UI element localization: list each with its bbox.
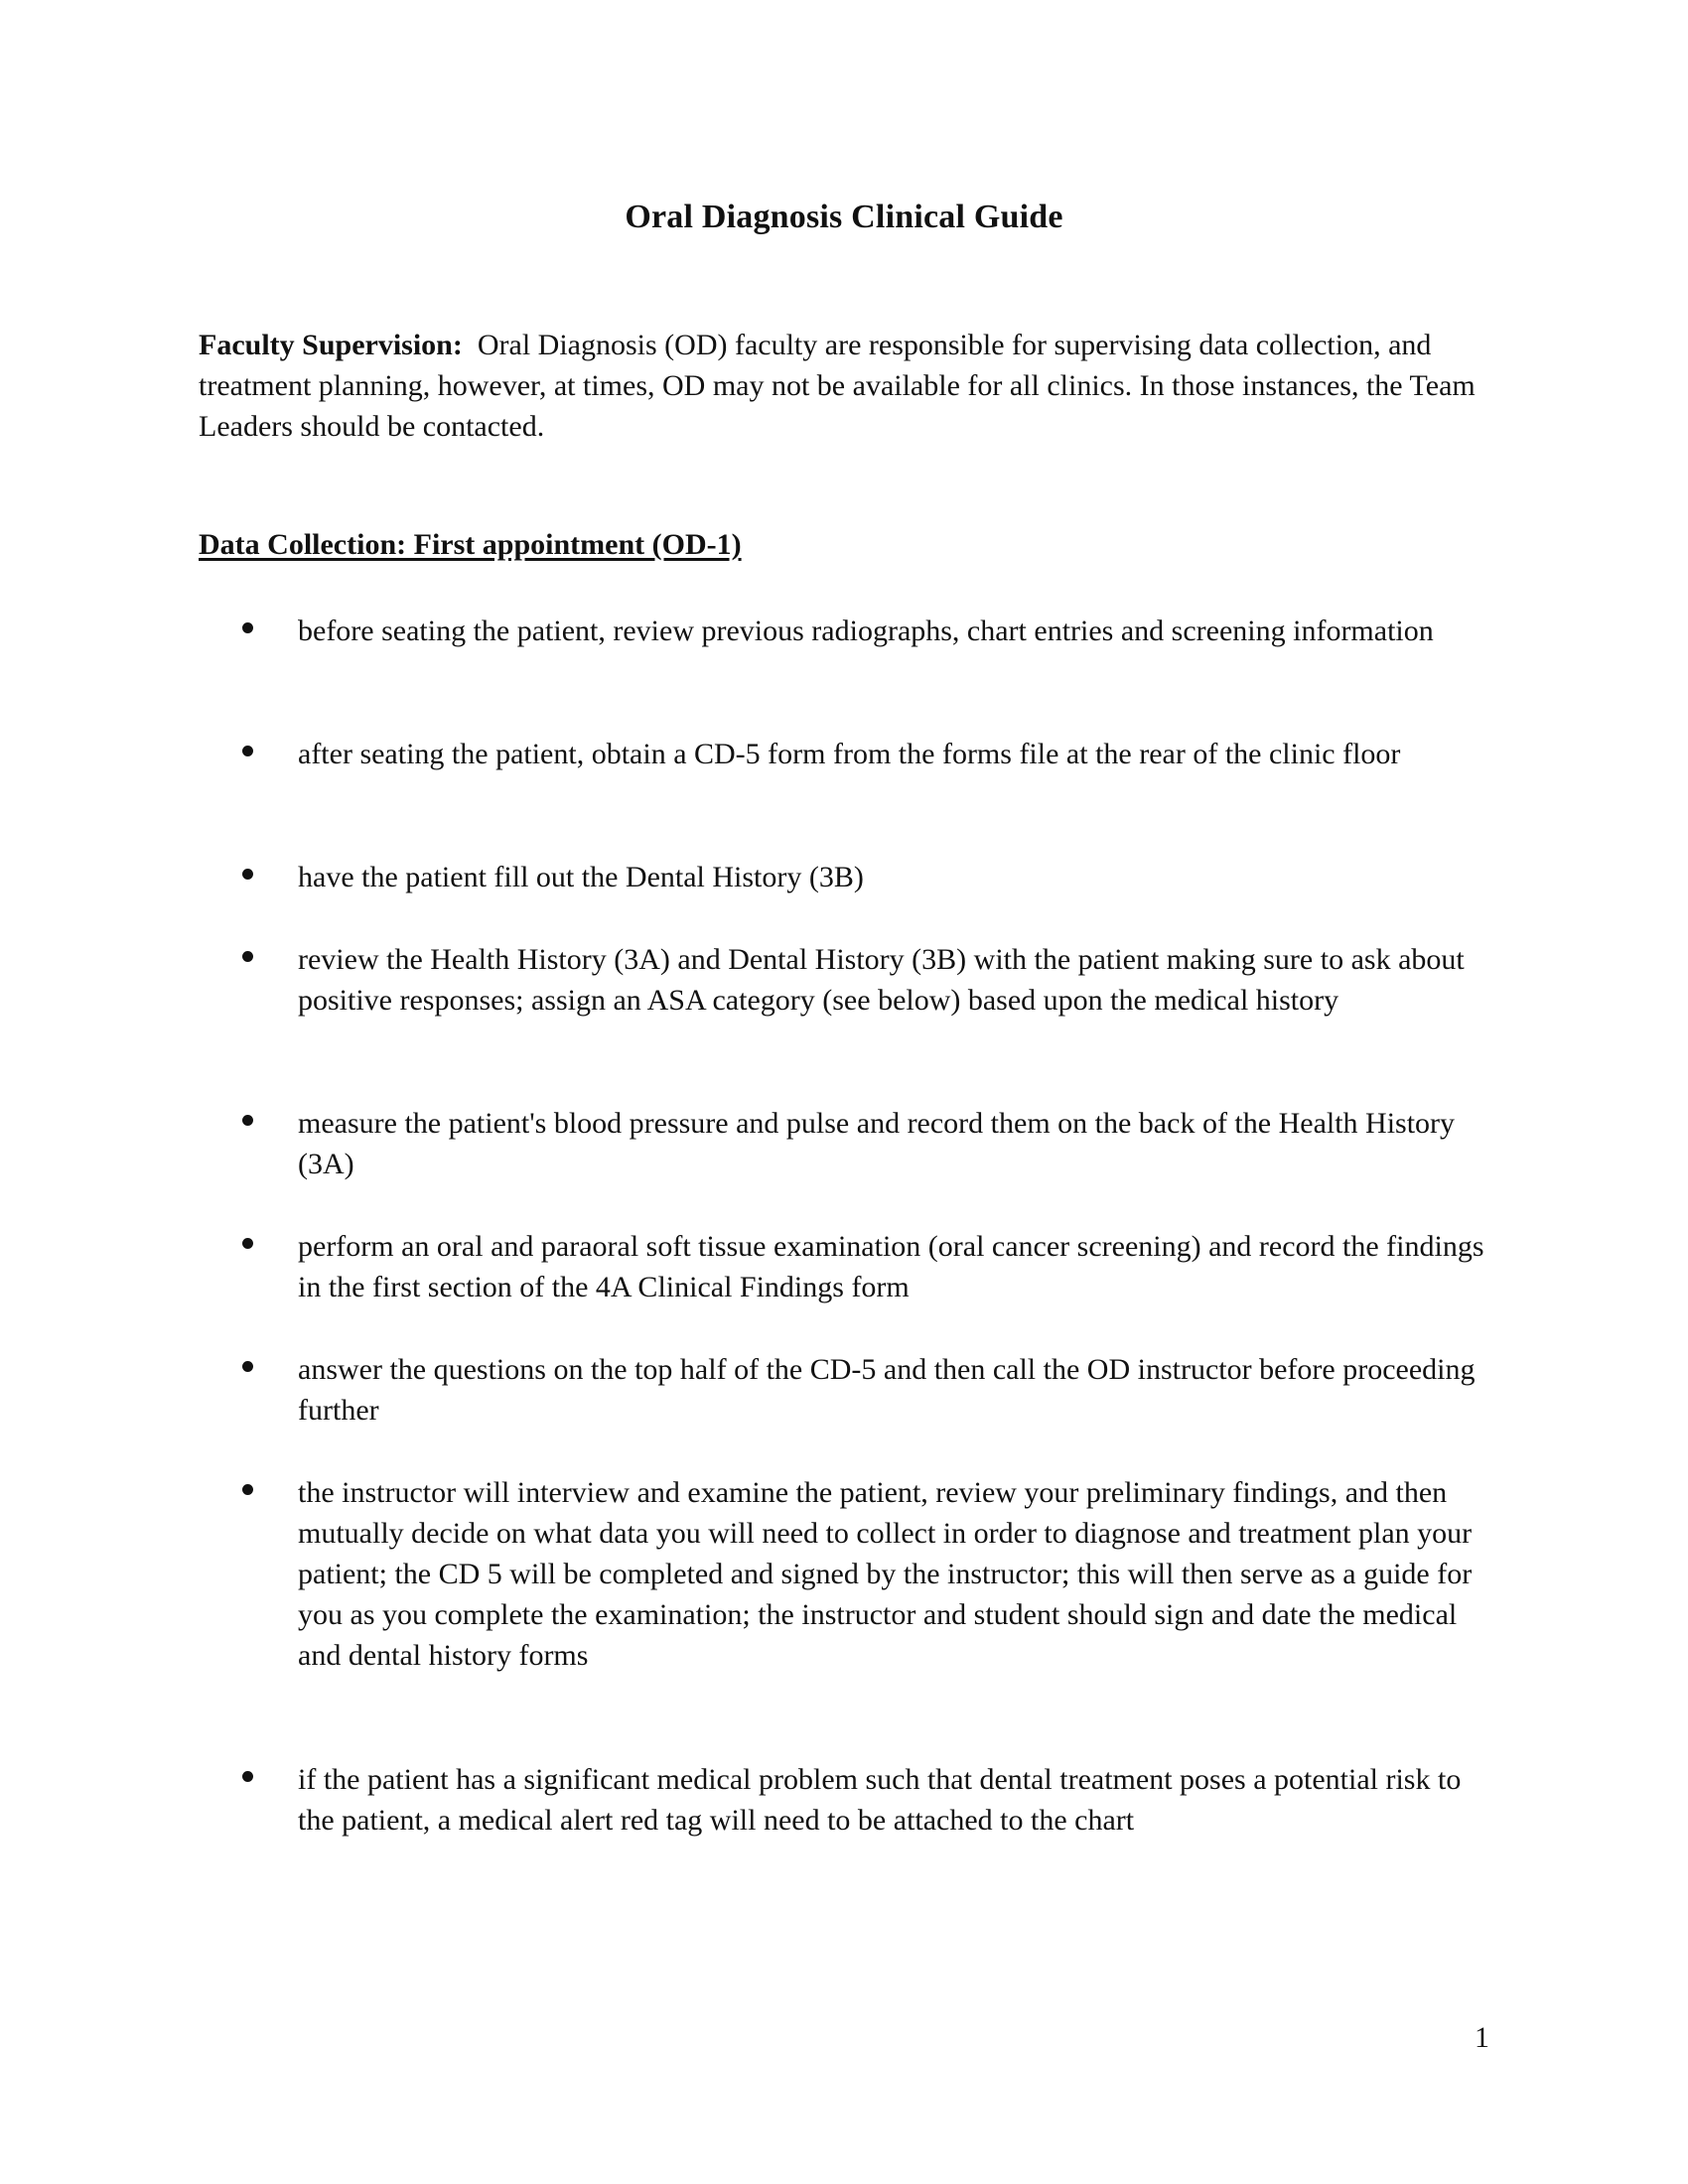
bullet-icon <box>242 1771 253 1782</box>
bullet-icon <box>242 869 253 880</box>
list-item-text: the instructor will interview and examine the patient, review your preliminary findings, and then mutually decide on what data you will need to collect in order to diagnose and treatment plan your patient; the CD 5 will be completed and signed by the instructor; this will then serve as a guide for you as you complete the examination; the instructor and student should sign and date the medical and dental history forms <box>298 1476 1473 1672</box>
list-item-text: if the patient has a significant medical problem such that dental treatment poses a potential risk to the patient, a medical alert red tag will need to be attached to the chart <box>298 1763 1462 1837</box>
faculty-supervision-text: Oral Diagnosis (OD) faculty are responsible for supervising data collection, and treatment planning, however, at times, OD may not be available for all clinics. In those instances, the Team Leaders should be contacted. <box>199 329 1476 443</box>
document-title: Oral Diagnosis Clinical Guide <box>625 199 1063 235</box>
list-item-text: before seating the patient, review previous radiographs, chart entries and screening information <box>298 614 1434 647</box>
bullet-icon <box>242 1238 253 1249</box>
list-item-text: perform an oral and paraoral soft tissue examination (oral cancer screening) and record the findings in the first section of the 4A Clinical Findings form <box>298 1230 1484 1303</box>
list-item-text: answer the questions on the top half of the CD-5 and then call the OD instructor before proceeding further <box>298 1353 1476 1427</box>
bullet-icon <box>242 622 253 633</box>
page-number: 1 <box>1475 2021 1489 2054</box>
list-item-text: review the Health History (3A) and Dental History (3B) with the patient making sure to ask about positive responses; assign an ASA category (see below) based upon the medical history <box>298 943 1465 1017</box>
faculty-supervision-label: Faculty Supervision: <box>199 329 463 361</box>
list-item-text: have the patient fill out the Dental History (3B) <box>298 861 864 893</box>
bullet-icon <box>242 951 253 962</box>
list-item-text: after seating the patient, obtain a CD-5 form from the forms file at the rear of the clinic floor <box>298 738 1401 770</box>
bullet-icon <box>242 1115 253 1126</box>
bullet-icon <box>242 746 253 756</box>
bullet-icon <box>242 1361 253 1372</box>
faculty-supervision-paragraph <box>199 325 1489 447</box>
section-heading-data-collection: Data Collection: First appointment (OD-1) <box>199 528 742 561</box>
bullet-icon <box>242 1484 253 1495</box>
list-item-text: measure the patient's blood pressure and pulse and record them on the back of the Health History (3A) <box>298 1107 1456 1180</box>
